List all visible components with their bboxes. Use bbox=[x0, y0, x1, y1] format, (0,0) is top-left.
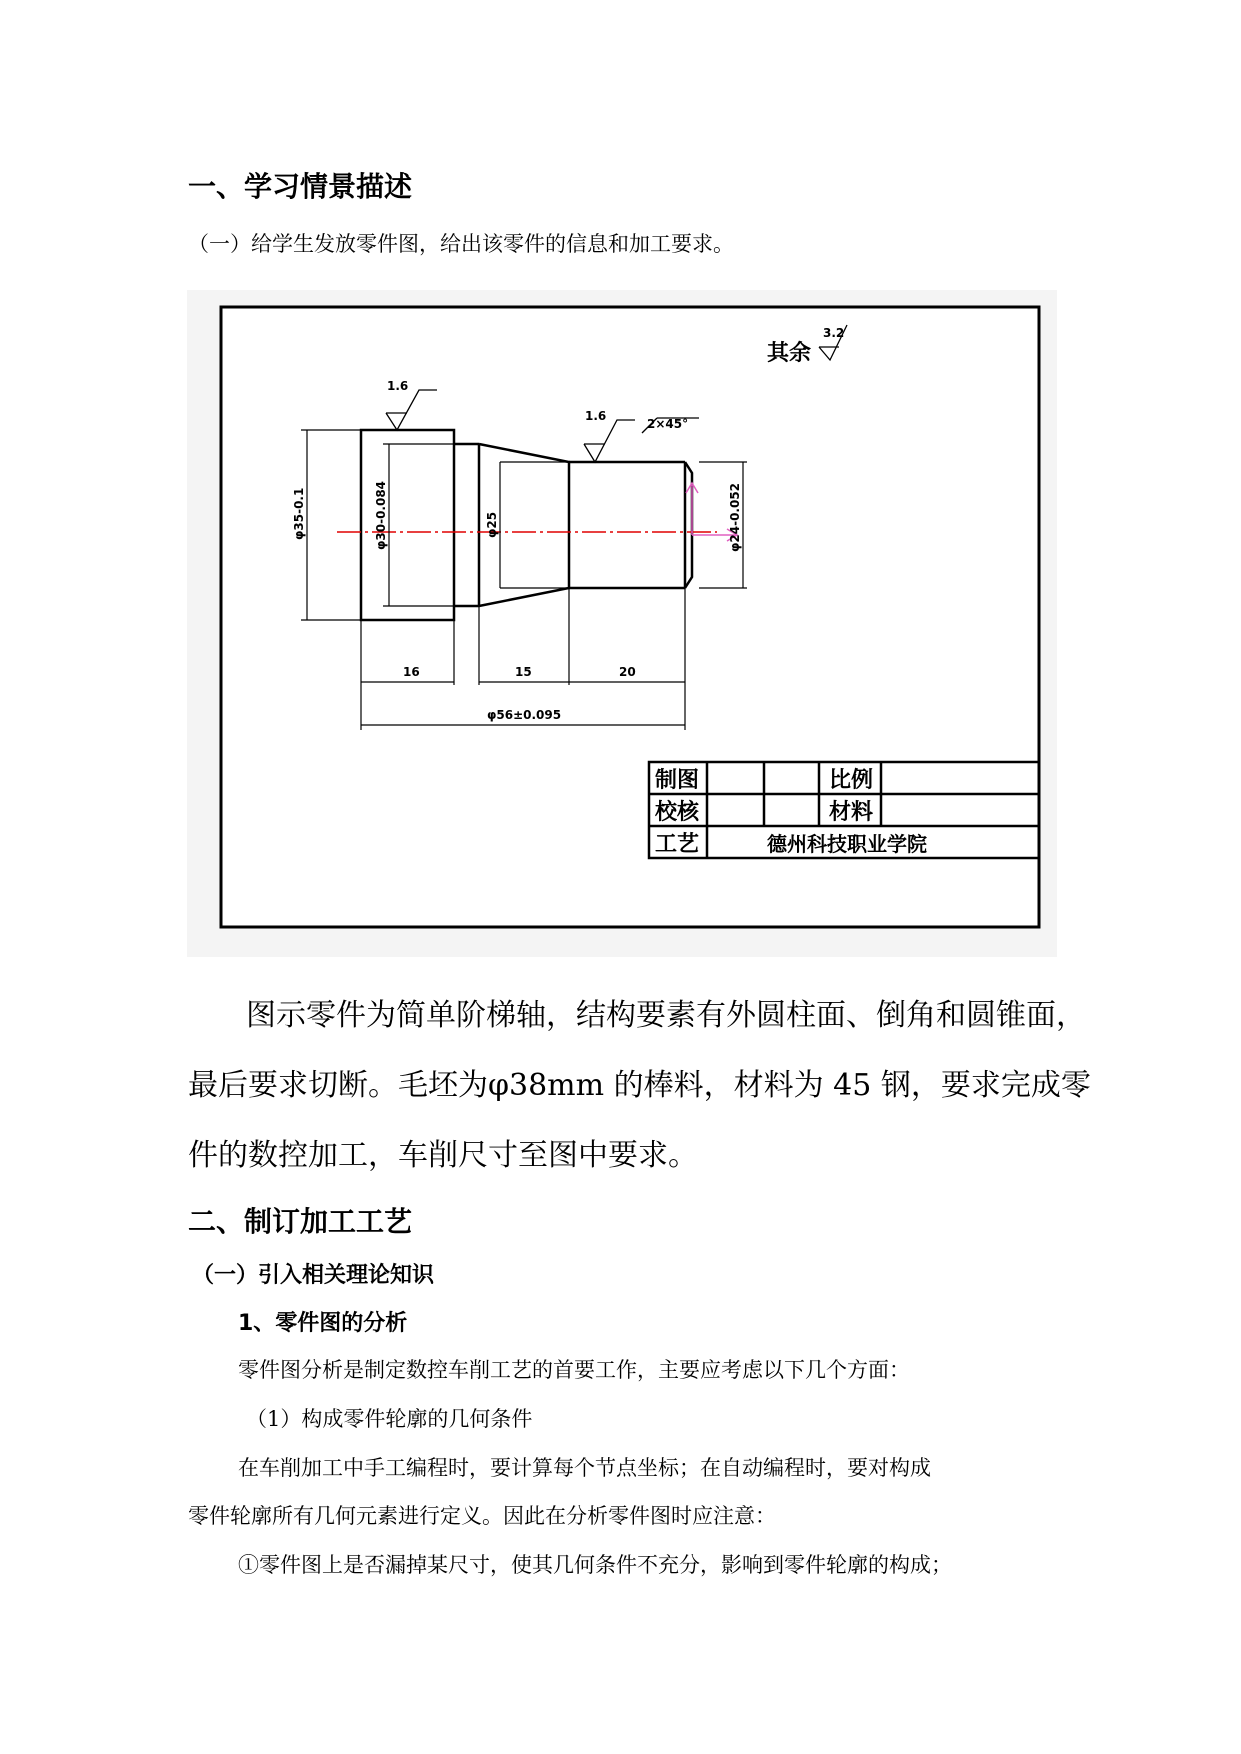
roughness-1-label: 1.6 bbox=[387, 379, 409, 393]
section2-p1: 零件图分析是制定数控车削工艺的首要工作，主要应考虑以下几个方面： bbox=[238, 1358, 910, 1382]
dim-d24-label: φ24-0.052 bbox=[728, 482, 742, 552]
roughness-2-label: 1.6 bbox=[585, 409, 607, 423]
para1-line1: 图示零件为简单阶梯轴，结构要素有外圆柱面、倒角和圆锥面， bbox=[246, 998, 1086, 1033]
title-block-process: 工艺 bbox=[655, 832, 700, 857]
para1-line3: 件的数控加工，车削尺寸至图中要求。 bbox=[188, 1138, 698, 1173]
title-block-check: 校核 bbox=[655, 800, 700, 825]
dim-d25-label: φ25 bbox=[485, 511, 499, 538]
para1-line2: 最后要求切断。毛坯为φ38mm 的棒料，材料为 45 钢，要求完成零 bbox=[188, 1068, 1091, 1103]
roughness-other-label: 其余 bbox=[767, 341, 812, 366]
roughness-other-value: 3.2 bbox=[823, 326, 845, 340]
title-block-scale: 比例 bbox=[829, 768, 874, 793]
part-drawing-svg bbox=[187, 290, 1057, 957]
section-sub-1: （一）给学生发放零件图，给出该零件的信息和加工要求。 bbox=[188, 232, 734, 256]
section2-p2: （1）构成零件轮廓的几何条件 bbox=[246, 1407, 533, 1431]
len-total-label: φ56±0.095 bbox=[487, 708, 562, 722]
section2-p4: 零件轮廓所有几何元素进行定义。因此在分析零件图时应注意： bbox=[188, 1504, 776, 1528]
dim-d35-label: φ35-0.1 bbox=[292, 487, 306, 540]
len-3-label: 20 bbox=[619, 665, 636, 679]
title-block-draw: 制图 bbox=[655, 768, 700, 793]
section2-p3: 在车削加工中手工编程时，要计算每个节点坐标；在自动编程时，要对构成 bbox=[238, 1456, 931, 1480]
len-1-label: 16 bbox=[403, 665, 420, 679]
len-2-label: 15 bbox=[515, 665, 532, 679]
section-item-1: 1、零件图的分析 bbox=[238, 1311, 408, 1336]
section-heading-1: 一、学习情景描述 bbox=[188, 170, 413, 203]
section2-p5: ①零件图上是否漏掉某尺寸，使其几何条件不充分，影响到零件轮廓的构成； bbox=[238, 1553, 952, 1577]
title-block-material: 材料 bbox=[829, 800, 874, 825]
chamfer-label: 2×45° bbox=[647, 417, 689, 431]
title-block-school: 德州科技职业学院 bbox=[767, 832, 927, 856]
dim-d30-label: φ30-0.084 bbox=[374, 480, 388, 550]
section-heading-2: 二、制订加工工艺 bbox=[188, 1205, 413, 1238]
section-sub-2: （一）引入相关理论知识 bbox=[192, 1263, 435, 1288]
part-drawing bbox=[187, 290, 1057, 957]
